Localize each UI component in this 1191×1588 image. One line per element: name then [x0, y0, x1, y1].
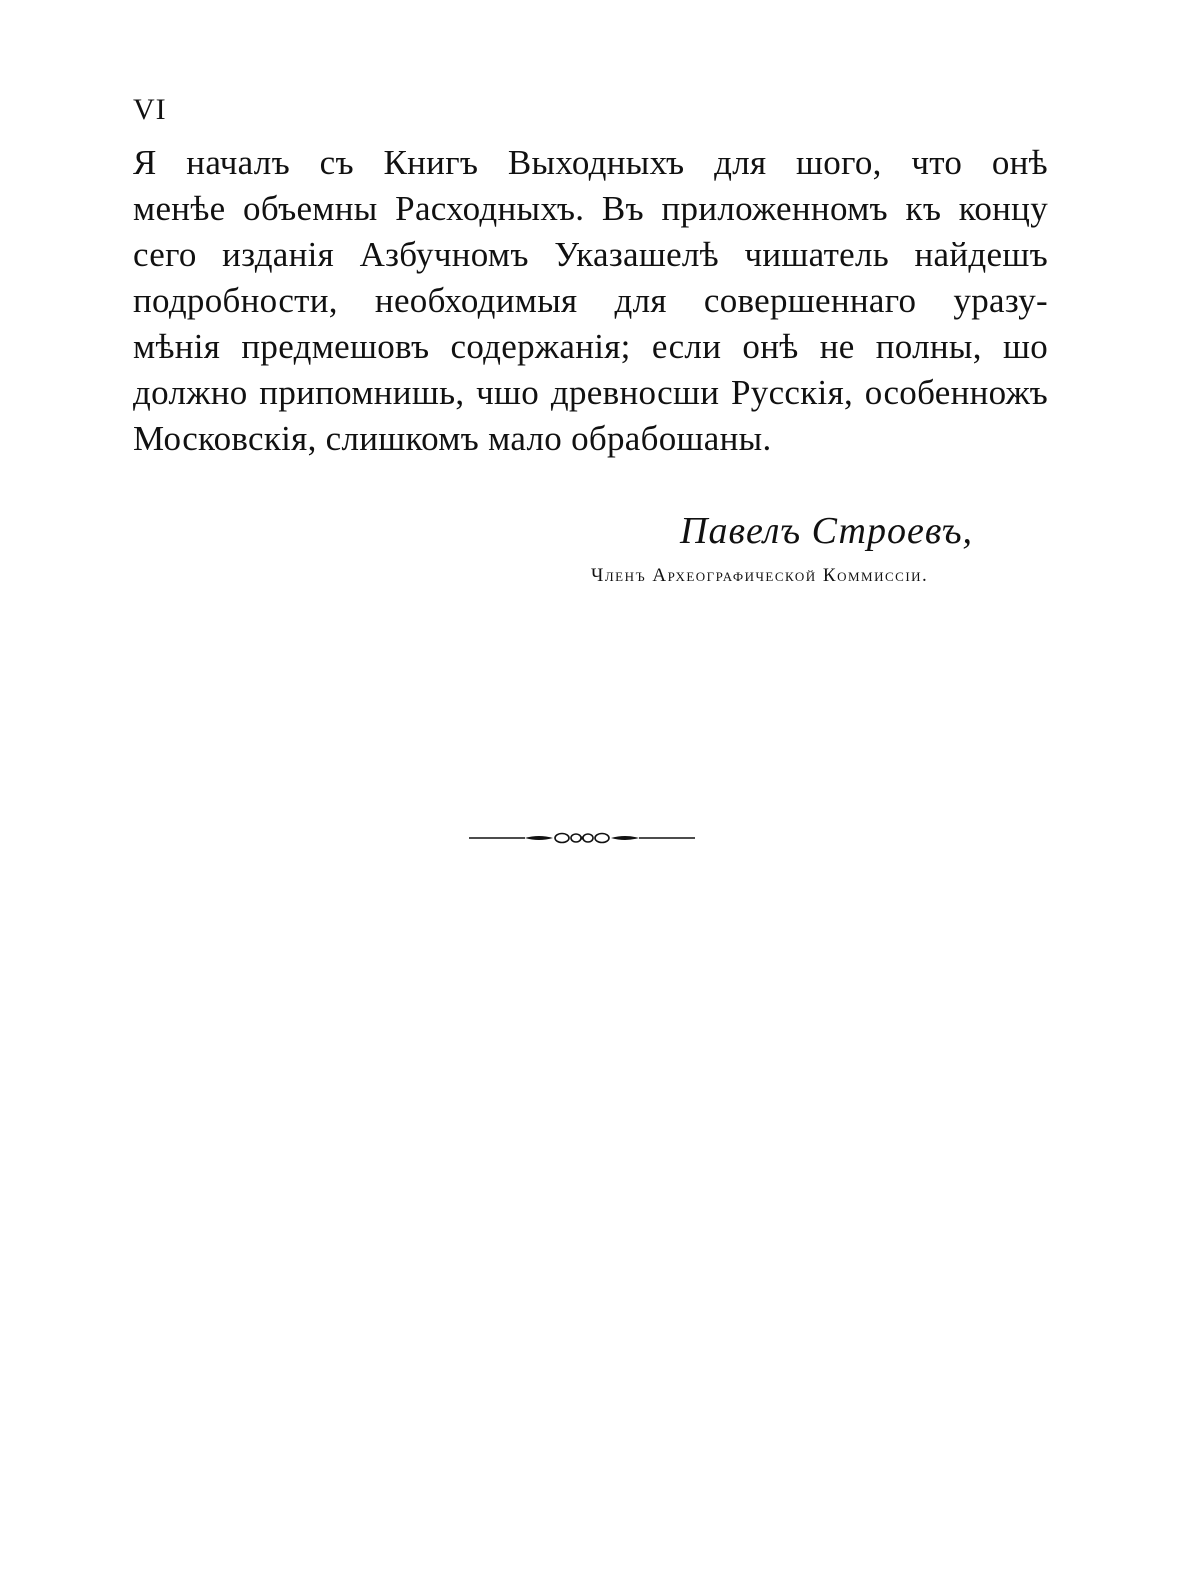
paragraph-line: сего изданія Азбучномъ Указашелѣ чишатель найдешъ — [133, 235, 1048, 274]
paragraph-line: Я началъ съ Книгъ Выходныхъ для шого, что онѣ — [133, 143, 1048, 182]
signature-name: Павелъ Строевъ, — [680, 510, 974, 552]
decorative-rule-ornament — [467, 826, 697, 850]
page-number: VI — [133, 93, 167, 126]
paragraph-line: Московскія, слишкомъ мало обрабошаны. — [133, 419, 772, 458]
signature-title: Членъ Археографической Коммиссіи. — [591, 565, 929, 586]
paragraph-line: мѣнія предмешовъ содержанія; если онѣ не полны, шо — [133, 327, 1048, 366]
paragraph-line: должно припомнишь, чшо древносши Русскія, особенножъ — [133, 373, 1048, 412]
preface-paragraph — [133, 140, 1048, 462]
paragraph-line: подробности, необходимыя для совершеннаго уразу- — [133, 281, 1048, 320]
paragraph-line: менѣе объемны Расходныхъ. Въ приложенномъ къ концу — [133, 189, 1048, 228]
